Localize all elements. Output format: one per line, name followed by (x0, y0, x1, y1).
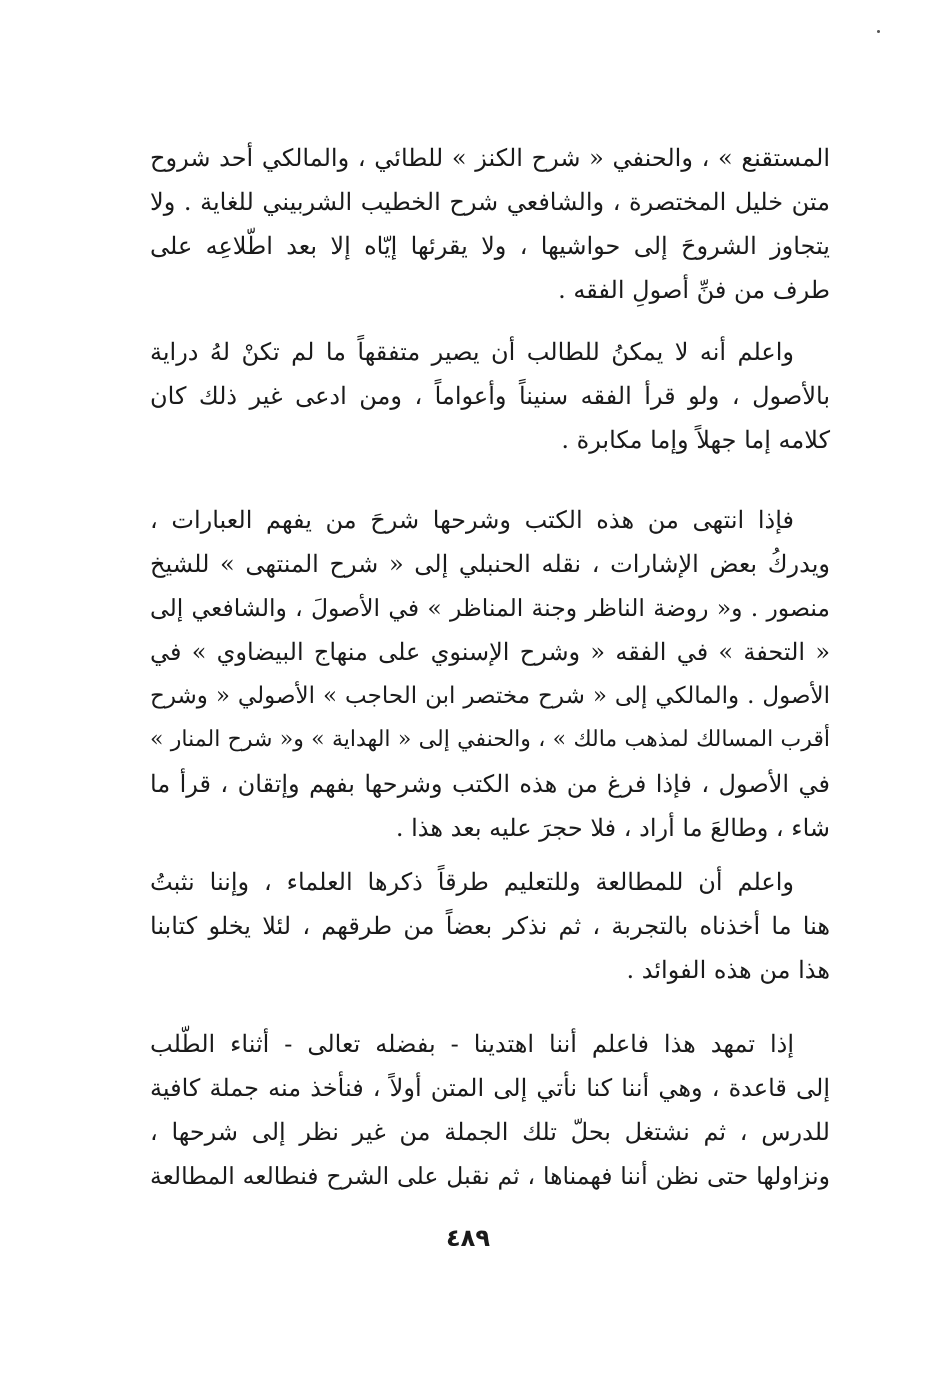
paragraph-5 (150, 1022, 830, 1198)
text-line: بالأصول ، ولو قرأ الفقه سنيناً وأعواماً ، ومن ادعى غير ذلك كان (150, 382, 830, 410)
text-line: أقرب المسالك لمذهب مالك » ، والحنفي إلى « الهداية » و« شرح المنار » (150, 727, 830, 752)
text-line: للدرس ، ثم نشتغل بحلّ تلك الجملة من غير نظر إلى شرحها ، (150, 1118, 830, 1146)
paragraph-3 (150, 498, 830, 850)
text-line: المستقنع » ، والحنفي « شرح الكنز » للطائي ، والمالكي أحد شروح (150, 144, 830, 172)
text-line: واعلم أن للمطالعة وللتعليم طرقاً ذكرها العلماء ، وإننا نثبتُ (150, 868, 794, 896)
text-line: طرف من فنِّ أصولِ الفقه . (558, 276, 830, 304)
paragraph-2 (150, 330, 830, 462)
text-line: الأصول . والمالكي إلى « شرح مختصر ابن الحاجب » الأصولي « وشرح (150, 683, 830, 709)
text-line: « التحفة » في الفقه « وشرح الإسنوي على منهاج البيضاوي » في (150, 638, 830, 666)
text-line: واعلم أنه لا يمكنُ للطالب أن يصير متفقهاً ما لم تكنْ لهُ دراية (150, 338, 794, 366)
text-line: في الأصول ، فإذا فرغ من هذه الكتب وشرحها بفهم وإتقان ، قرأ ما (150, 770, 830, 798)
text-line: فإذا انتهى من هذه الكتب وشرحها شرحَ من يفهم العبارات ، (150, 506, 794, 534)
text-line: يتجاوز الشروحَ إلى حواشيها ، ولا يقرئها إيّاه إلا بعد اطّلاعِه على (150, 232, 830, 260)
text-line: منصور . و« روضة الناظر وجنة المناظر » في الأصولَ ، والشافعي إلى (150, 594, 830, 622)
text-line: هذا من هذه الفوائد . (626, 956, 830, 984)
text-line: ويدركُ بعض الإشارات ، نقله الحنبلي إلى « شرح المنتهى » للشيخ (150, 550, 831, 578)
text-line: شاء ، وطالعَ ما أراد ، فلا حجرَ عليه بعد هذا . (395, 814, 830, 842)
paragraph-4 (150, 860, 830, 992)
text-line: ونزاولها حتى نظن أننا فهمناها ، ثم نقبل على الشرح فنطالعه المطالعة (150, 1162, 830, 1190)
text-line: هنا ما أخذناه بالتجربة ، ثم نذكر بعضاً من طرقهم ، لئلا يخلو كتابنا (150, 912, 830, 940)
paragraph-1 (150, 136, 830, 312)
text-line: كلامه إما جهلاً وإما مكابرة . (561, 426, 830, 454)
text-line: متن خليل المختصرة ، والشافعي شرح الخطيب الشربيني للغاية . ولا (150, 188, 830, 216)
scan-speck (877, 30, 880, 33)
text-line: إلى قاعدة ، وهي أننا كنا نأتي إلى المتن أولاً ، فنأخذ منه جملة كافية (150, 1074, 830, 1102)
text-line: إذا تمهد هذا فاعلم أننا اهتدينا - بفضله تعالى - أثناء الطّلب (150, 1030, 794, 1058)
page-number: ٤٨٩ (446, 1224, 490, 1252)
